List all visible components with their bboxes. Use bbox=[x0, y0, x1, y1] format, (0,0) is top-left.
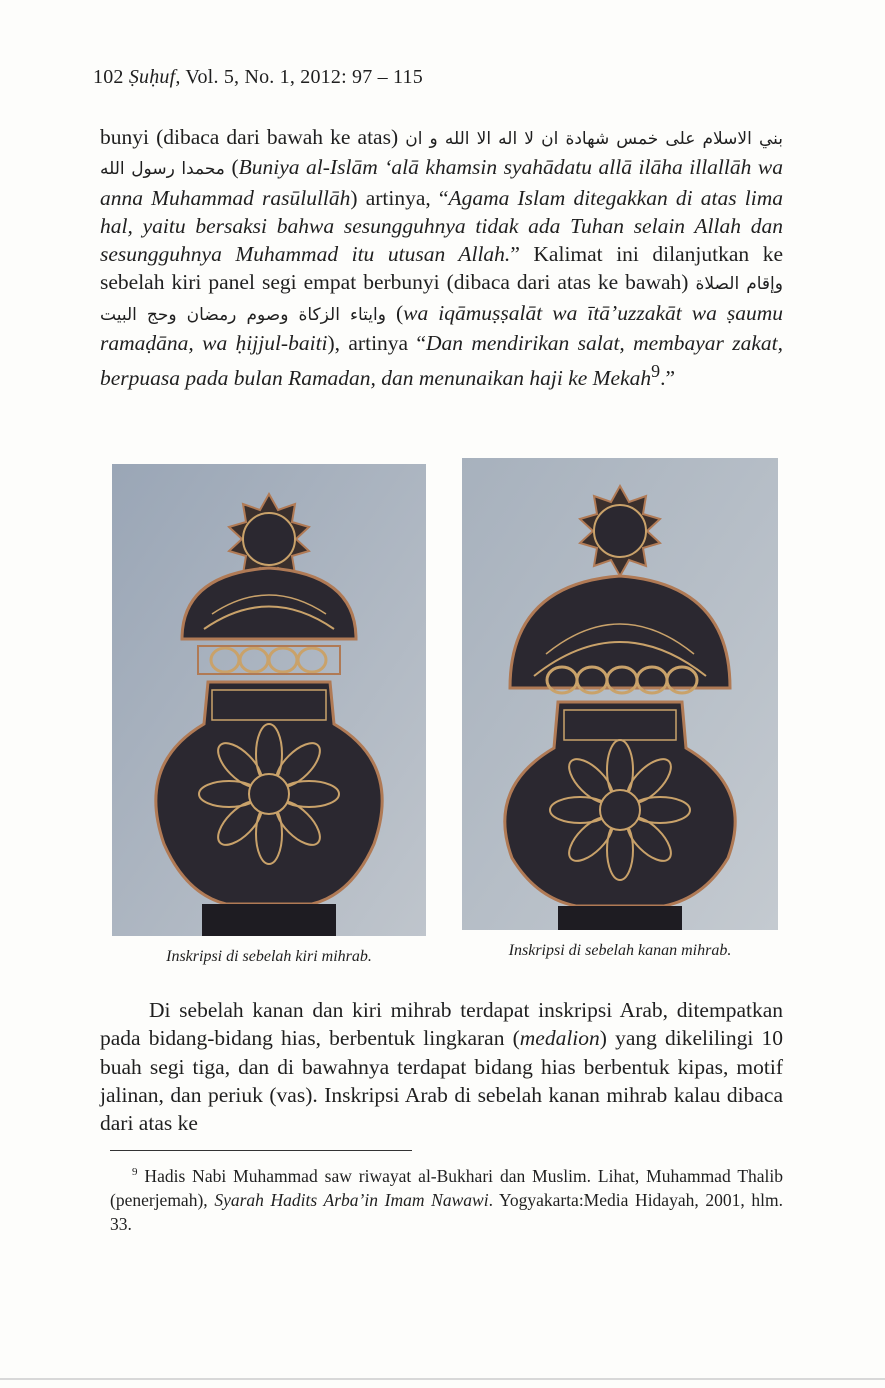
text-run: ) artinya, “ bbox=[350, 185, 449, 210]
vase-base bbox=[558, 906, 682, 930]
photo-right-inscription bbox=[462, 458, 778, 930]
text-run: ” Kalimat ini dilanjutkan ke sebelah kiri panel segi empat berbunyi (dibaca dari atas ke bawah) bbox=[100, 242, 783, 295]
paragraph-1 bbox=[100, 123, 783, 393]
inscription-panel-illustration bbox=[462, 458, 778, 930]
term-italic: medalion bbox=[519, 1026, 600, 1051]
text-run: bunyi (dibaca dari bawah ke atas) bbox=[100, 125, 406, 149]
vase-base bbox=[202, 904, 336, 936]
figure-caption-left: Inskripsi di sebelah kiri mihrab. bbox=[166, 948, 372, 965]
footnote-number: 9 bbox=[132, 1166, 138, 1178]
footnote-9 bbox=[110, 1160, 783, 1236]
inscription-panel-illustration bbox=[112, 464, 426, 936]
journal-citation: Vol. 5, No. 1, 2012: 97 – 115 bbox=[185, 66, 423, 88]
text-run: ( bbox=[385, 300, 404, 325]
center-medallion bbox=[249, 774, 289, 814]
text-run: ) yang dikelilingi 10 buah segi tiga, dan di bawahnya terdapat bidang hias berbentuk kipas, motif jalinan, dan periuk (vas). Inskripsi Arab di sebelah kanan mihrab kalau dibaca dari atas ke bbox=[100, 1026, 783, 1136]
photo-left-inscription bbox=[112, 464, 426, 936]
transliteration: Buniya al-Islām ‘alā khamsin syahādatu allā ilāha illallāh wa anna Muhammad rasūlullāh bbox=[100, 155, 783, 210]
scan-edge bbox=[0, 1378, 885, 1380]
arabic-text: وإقام الصلاة وايتاء الزكاة وصوم رمضان وحج البيت bbox=[100, 274, 783, 325]
journal-name: Ṣuḥuf, bbox=[128, 66, 181, 88]
transliteration: wa iqāmuṣṣalāt wa ītā’uzzakāt wa ṣaumu ramaḍāna, wa ḥijjul-baiti bbox=[100, 300, 784, 356]
text-run: Di sebelah kanan dan kiri mihrab terdapat inskripsi Arab, ditempatkan pada bidang-bidang hias, berbentuk lingkaran ( bbox=[100, 998, 783, 1051]
translation: Dan mendirikan salat, membayar zakat, berpuasa pada bulan Ramadan, dan menunaikan haji ke Mekah bbox=[100, 331, 783, 391]
arabic-text: بني الاسلام على خمس شهادة ان لا اله الا الله و ان محمدا رسول الله bbox=[100, 129, 783, 180]
running-header bbox=[93, 66, 423, 89]
book-title: Syarah Hadits Arba’in Imam Nawawi bbox=[214, 1189, 489, 1210]
center-medallion bbox=[600, 790, 640, 830]
text-run: .” bbox=[660, 366, 676, 391]
text-run: . Yogyakarta:Media Hidayah, 2001, hlm. 33. bbox=[110, 1189, 784, 1234]
translation: Agama Islam ditegakkan di atas lima hal, yaitu bersaksi bahwa sesungguhnya tidak ada Tuhan selain Allah dan sesungguhnya Muhammad itu utusan Allah. bbox=[100, 185, 783, 267]
footnote-separator bbox=[110, 1150, 412, 1151]
paragraph-2 bbox=[100, 996, 783, 1137]
medallion-circle bbox=[594, 505, 646, 557]
figure-caption-right: Inskripsi di sebelah kanan mihrab. bbox=[508, 942, 732, 959]
text-run: Hadis Nabi Muhammad saw riwayat al-Bukhari dan Muslim. Lihat, Muhammad Thalib (penerjemah), bbox=[110, 1165, 783, 1210]
page-number: 102 bbox=[93, 66, 124, 88]
text-run: ( bbox=[224, 155, 239, 180]
medallion-circle bbox=[243, 513, 295, 565]
footnote-ref[interactable]: 9 bbox=[651, 361, 661, 382]
text-run: ), artinya “ bbox=[327, 331, 426, 356]
